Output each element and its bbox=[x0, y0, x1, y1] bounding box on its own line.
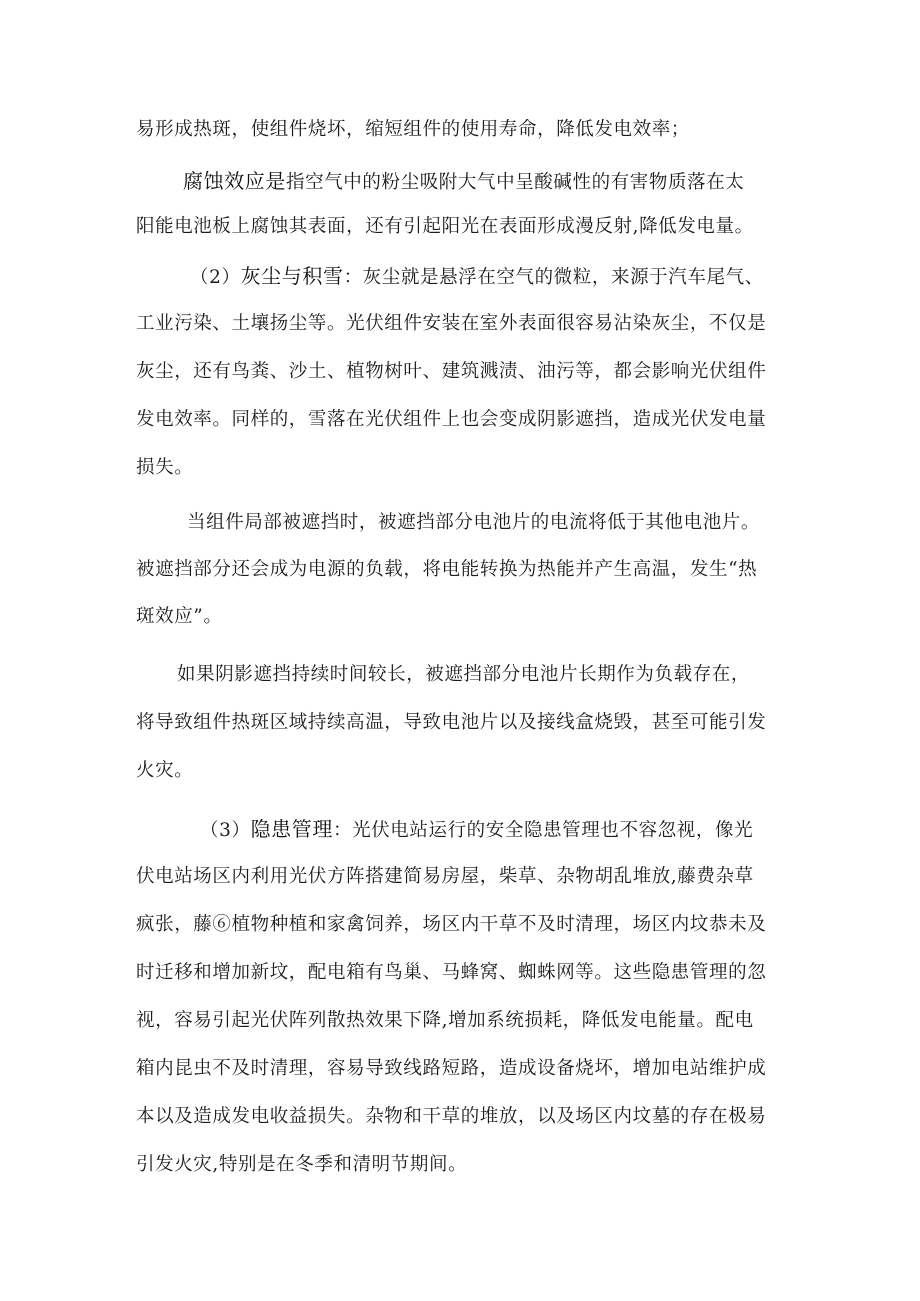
paragraph-line: 视，容易引起光伏阵列散热效果下降,增加系统损耗，降低发电能量。配电 bbox=[136, 1010, 754, 1031]
term-heading: 腐蚀效应是 bbox=[183, 169, 286, 193]
paragraph-line: 被遮挡部分还会成为电源的负载，将电能转换为热能并产生高温，发生“热 bbox=[136, 559, 758, 580]
paragraph-line bbox=[190, 263, 764, 291]
paragraph-line: 火灾。 bbox=[136, 760, 194, 781]
paragraph-line: 工业污染、土壤扬尘等。光伏组件安装在室外表面很容易沾染灰尘，不仅是 bbox=[136, 313, 767, 334]
section-heading: 灰尘与积雪 bbox=[240, 264, 344, 288]
paragraph-text: ：光伏电站运行的安全隐患管理也不容忽视，像光 bbox=[332, 820, 754, 841]
paragraph-line: 当组件局部被遮挡时，被遮挡部分电池片的电流将低于其他电池片。 bbox=[187, 512, 761, 533]
section-number: （2） bbox=[190, 267, 241, 288]
paragraph-text: 指空气中的粉尘吸附大气中呈酸碱性的有害物质落在太 bbox=[286, 172, 745, 193]
paragraph-line: 疯张，藤⑥植物种植和家禽饲养，场区内干草不及时清理，场区内坟恭未及 bbox=[136, 914, 767, 935]
paragraph-line: 伏电站场区内利用光伏方阵搭建简易房屋，柴草、杂物胡乱堆放,藤费杂草 bbox=[136, 866, 754, 887]
paragraph-line: 易形成热斑，使组件烧坏，缩短组件的使用寿命，降低发电效率； bbox=[136, 119, 690, 140]
paragraph-line bbox=[200, 816, 753, 844]
section-number: （3） bbox=[200, 820, 251, 841]
paragraph-line: 时迁移和增加新坟，配电箱有鸟巢、马蜂窝、蜘蛛网等。这些隐患管理的忽 bbox=[136, 962, 767, 983]
paragraph-line: 本以及造成发电收益损失。杂物和干草的堆放，以及场区内坟墓的存在极易 bbox=[136, 1106, 767, 1127]
paragraph-line: 发电效率。同样的，雪落在光伏组件上也会变成阴影遮挡，造成光伏发电量 bbox=[136, 409, 767, 430]
paragraph-line: 损失。 bbox=[136, 457, 194, 478]
paragraph-line: 引发火灾,特别是在冬季和清明节期间。 bbox=[136, 1154, 468, 1175]
paragraph-line: 斑效应”。 bbox=[136, 606, 223, 627]
paragraph-line: 箱内昆虫不及时清理，容易导致线路短路，造成设备烧坏，增加电站维护成 bbox=[136, 1058, 767, 1079]
section-heading: 隐患管理 bbox=[250, 817, 333, 841]
paragraph-line: 阳能电池板上腐蚀其表面，还有引起阳光在表面形成漫反射,降低发电量。 bbox=[136, 216, 754, 237]
paragraph-line: 灰尘，还有鸟粪、沙土、植物树叶、建筑溅渍、油污等，都会影响光伏组件 bbox=[136, 361, 767, 382]
paragraph-line: 将导致组件热斑区域持续高温，导致电池片以及接线盒烧毁，甚至可能引发 bbox=[136, 712, 767, 733]
paragraph-text: ：灰尘就是悬浮在空气的微粒，来源于汽车尾气、 bbox=[343, 267, 764, 288]
paragraph-line bbox=[183, 168, 744, 196]
paragraph-line: 如果阴影遮挡持续时间较长，被遮挡部分电池片长期作为负载存在， bbox=[177, 664, 751, 685]
